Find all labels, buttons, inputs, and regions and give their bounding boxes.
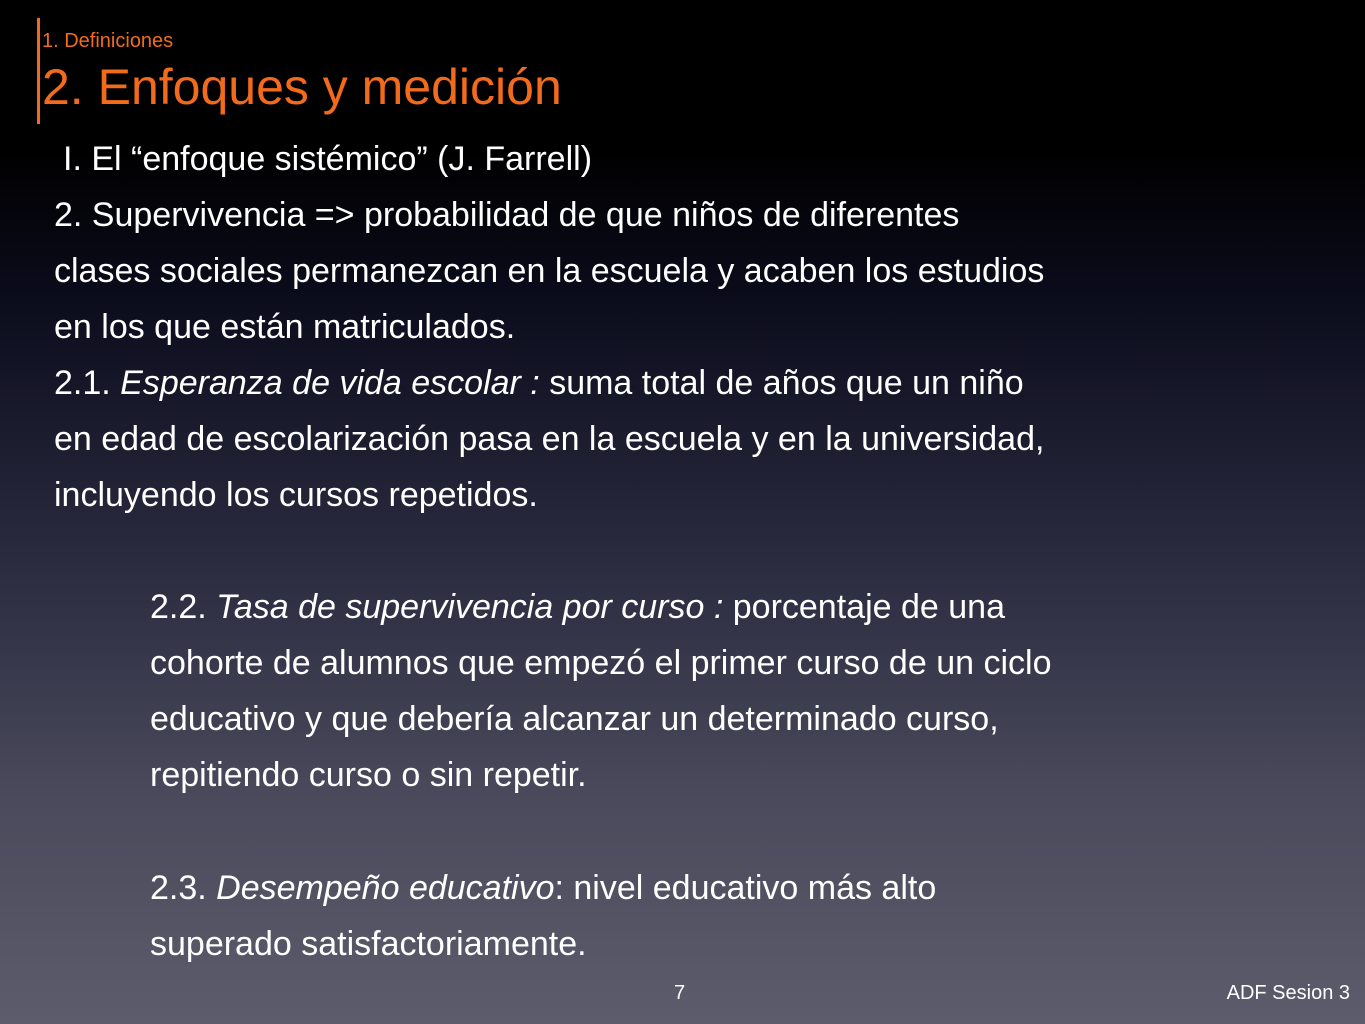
paragraph-supervivencia: [54, 187, 1344, 355]
paragraph-tasa-supervivencia: [150, 579, 1330, 803]
paragraph-line: clases sociales permanezcan en la escuela y acaben los estudios: [54, 252, 1045, 290]
paragraph-line: superado satisfactoriamente.: [150, 925, 587, 963]
paragraph-line: incluyendo los cursos repetidos.: [54, 476, 538, 514]
slide-title: 2. Enfoques y medición: [42, 59, 562, 115]
page-number: 7: [674, 982, 686, 1004]
paragraph-line: 2. Supervivencia => probabilidad de que niños de diferentes: [54, 196, 960, 234]
paragraph-esperanza-vida-escolar: [54, 355, 1344, 523]
defined-term: Desempeño educativo: [216, 869, 555, 907]
defined-term: Tasa de supervivencia por curso :: [216, 588, 724, 626]
paragraph-line: repitiendo curso o sin repetir.: [150, 756, 587, 794]
paragraph-line: cohorte de alumnos que empezó el primer curso de un ciclo: [150, 644, 1052, 682]
paragraph-line: educativo y que debería alcanzar un determinado curso,: [150, 700, 999, 738]
title-accent-bar: [37, 18, 40, 124]
paragraph-line: en edad de escolarización pasa en la escuela y en la universidad,: [54, 420, 1045, 458]
section-heading: I. El “enfoque sistémico” (J. Farrell): [63, 140, 593, 178]
definition-text: porcentaje de una: [723, 588, 1005, 626]
footer-label: ADF Sesion 3: [1226, 982, 1350, 1004]
paragraph-first-line: [150, 860, 1330, 916]
paragraph-first-line: [150, 579, 1330, 635]
paragraph-desempeno-educativo: [150, 860, 1330, 972]
paragraph-first-line: [54, 355, 1344, 411]
item-number: 2.3.: [150, 869, 217, 907]
item-number: 2.2.: [150, 588, 217, 626]
item-number: 2.1.: [54, 364, 121, 402]
paragraph-line: en los que están matriculados.: [54, 308, 516, 346]
definition-text: : nivel educativo más alto: [554, 869, 937, 907]
breadcrumb: 1. Definiciones: [42, 30, 174, 52]
definition-text: suma total de años que un niño: [539, 364, 1024, 402]
defined-term: Esperanza de vida escolar :: [120, 364, 540, 402]
